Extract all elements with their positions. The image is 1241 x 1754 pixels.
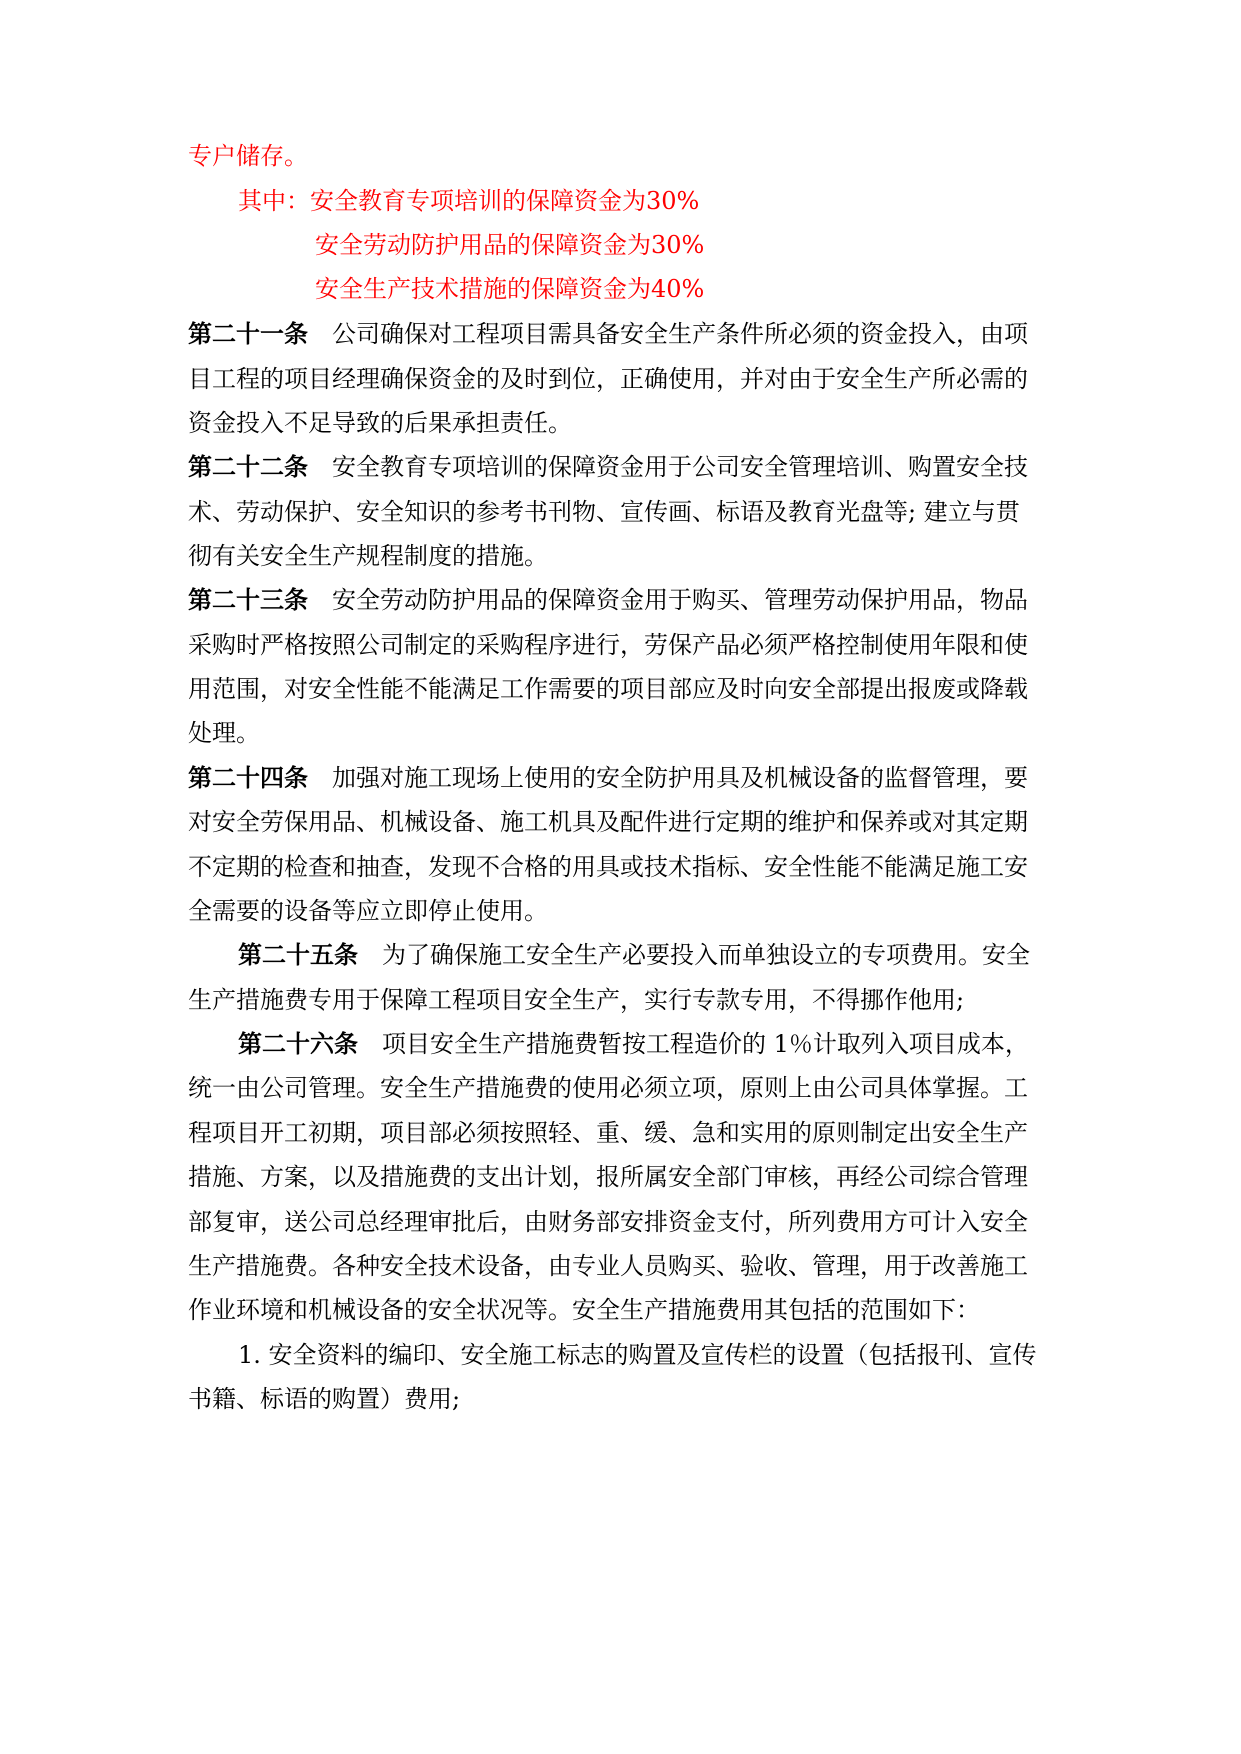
funding-breakdown-item [238,186,699,216]
article-23-line-2: 采购时严格按照公司制定的采购程序进行，劳保产品必须严格控制使用年限和使 [188,631,1028,659]
article-26-line-1 [238,1029,1029,1059]
article-22-line-3: 彻有关安全生产规程制度的措施。 [188,542,548,570]
article-21-label: 第二十一条 [188,319,308,348]
intro-line: 专户储存。 [188,142,308,170]
funding-prefix: 其中： [238,187,310,215]
article-23-line-4: 处理。 [188,719,260,747]
article-21-line-2: 目工程的项目经理确保资金的及时到位，正确使用，并对由于安全生产所必需的 [188,365,1028,393]
article-26-line-2: 统一由公司管理。安全生产措施费的使用必须立项，原则上由公司具体掌握。工 [188,1074,1028,1102]
article-24-line-3: 不定期的检查和抽查，发现不合格的用具或技术指标、安全性能不能满足施工安 [188,853,1028,881]
article-25-text: 为了确保施工安全生产必要投入而单独设立的专项费用。安全 [382,941,1030,969]
article-23-line-1 [188,585,1068,615]
article-21-line-3: 资金投入不足导致的后果承担责任。 [188,409,572,437]
article-21-line-1 [188,319,1068,349]
article-26-line-5: 部复审，送公司总经理审批后，由财务部安排资金支付，所列费用方可计入安全 [188,1208,1028,1236]
article-24-line-2: 对安全劳保用品、机械设备、施工机具及配件进行定期的维护和保养或对其定期 [188,808,1028,836]
article-24-line-1 [188,763,1068,793]
article-24-label: 第二十四条 [188,763,308,792]
list-item-1-line-1: 1. 安全资料的编印、安全施工标志的购置及宣传栏的设置（包括报刊、宣传 [238,1341,1037,1369]
article-23-text: 安全劳动防护用品的保障资金用于购买、管理劳动保护用品，物品 [332,586,1028,614]
article-23-line-3: 用范围，对安全性能不能满足工作需要的项目部应及时向安全部提出报废或降载 [188,675,1028,703]
article-22-line-2: 术、劳动保护、安全知识的参考书刊物、宣传画、标语及教育光盘等; 建立与贯 [188,498,1020,526]
article-22-text: 安全教育专项培训的保障资金用于公司安全管理培训、购置安全技 [332,453,1028,481]
article-24-text: 加强对施工现场上使用的安全防护用具及机械设备的监督管理，要 [332,764,1028,792]
article-24-line-4: 全需要的设备等应立即停止使用。 [188,897,548,925]
article-26-text: 项目安全生产措施费暂按工程造价的 1％计取列入项目成本， [382,1030,1029,1058]
article-25-line-1 [238,940,1030,970]
article-26-line-3: 程项目开工初期，项目部必须按照轻、重、缓、急和实用的原则制定出安全生产 [188,1119,1028,1147]
article-22-line-1 [188,452,1068,482]
funding-item-2: 安全劳动防护用品的保障资金为30% [315,231,705,259]
funding-item-1: 安全教育专项培训的保障资金为30% [310,187,700,215]
list-item-1-line-2: 书籍、标语的购置）费用; [188,1385,461,1413]
article-21-text: 公司确保对工程项目需具备安全生产条件所必须的资金投入，由项 [332,320,1028,348]
article-26-label: 第二十六条 [238,1029,358,1058]
article-26-line-4: 措施、方案，以及措施费的支出计划，报所属安全部门审核，再经公司综合管理 [188,1163,1028,1191]
article-22-label: 第二十二条 [188,452,308,481]
article-23-label: 第二十三条 [188,585,308,614]
article-26-line-7: 作业环境和机械设备的安全状况等。安全生产措施费用其包括的范围如下： [188,1296,980,1324]
funding-item-3: 安全生产技术措施的保障资金为40% [315,275,705,303]
article-26-line-6: 生产措施费。各种安全技术设备，由专业人员购买、验收、管理，用于改善施工 [188,1252,1028,1280]
article-25-label: 第二十五条 [238,940,358,969]
article-25-line-2: 生产措施费专用于保障工程项目安全生产，实行专款专用，不得挪作他用; [188,986,965,1014]
